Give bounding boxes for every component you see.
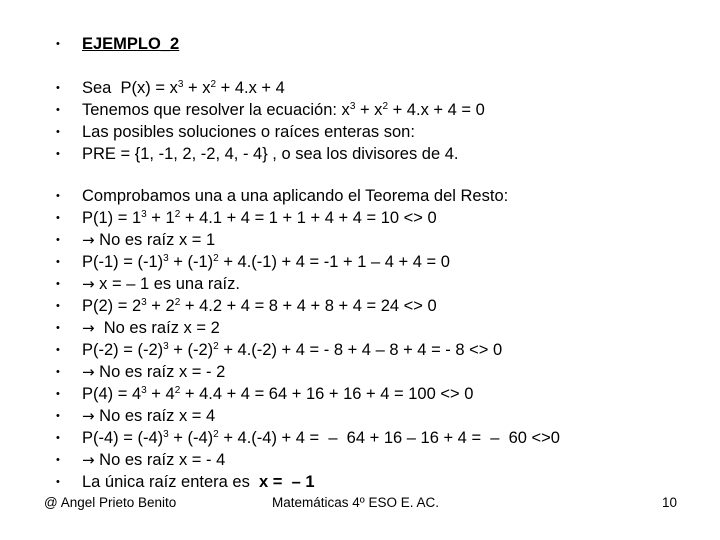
bullet: • — [56, 388, 60, 400]
conclusion-line — [82, 449, 225, 471]
bullet: • — [56, 126, 60, 138]
conclusion-text: No es raíz x = - 2 — [99, 363, 226, 381]
bullet: • — [56, 256, 60, 268]
step-line — [0, 295, 720, 317]
evaluation-p2: $P(2) = 2^3 + 2^2 + 4.2 + 4 = 8 + 4 + 8 + 4 = 24 <> 0$ — [82, 297, 437, 315]
arrow-right-icon: → — [82, 407, 95, 425]
step-line — [0, 229, 720, 251]
step-line — [0, 273, 720, 295]
bullet: • — [56, 38, 60, 50]
bullet: • — [56, 432, 60, 444]
evaluation-pm4: $P(-4) = (-4)^3 + (-4)^2 + 4.(-4) + 4$ = – 64 + 16 – 16 + 4 = – 60 <>0 — [82, 429, 560, 447]
bullet: • — [56, 212, 60, 224]
arrow-right-icon: → — [82, 451, 95, 469]
conclusion-line — [82, 405, 215, 427]
bullet: • — [56, 278, 60, 290]
conclusion-text: No es raíz x = 2 — [103, 319, 220, 337]
title-line — [0, 33, 720, 55]
bullet: • — [56, 82, 60, 94]
step-line — [0, 339, 720, 361]
footer-course: Matemáticas 4º ESO E. AC. — [272, 495, 439, 510]
final-answer: La única raíz entera es x = – 1 — [82, 473, 315, 491]
bullet: • — [56, 454, 60, 466]
bullet: • — [56, 344, 60, 356]
step-intro: Comprobamos una a una aplicando el Teorema del Resto: — [82, 187, 509, 205]
intro-line — [0, 121, 720, 143]
evaluation-p4: $P(4) = 4^3 + 4^2 + 4.4 + 4 = 64 + 16 + 16 + 4 = 100 <> 0$ — [82, 385, 474, 403]
conclusion-line — [82, 273, 240, 295]
step-line — [0, 471, 720, 493]
polynomial-definition: Sea $P(x) = x^3 + x^2 + 4.x + 4$ — [82, 79, 285, 97]
conclusion-line — [82, 229, 215, 251]
step-line — [0, 185, 720, 207]
conclusion-text: No es raíz x = - 4 — [99, 451, 226, 469]
step-line — [0, 251, 720, 273]
bullet: • — [56, 190, 60, 202]
step-line — [0, 383, 720, 405]
arrow-right-icon: → — [82, 275, 95, 293]
candidate-set: PRE = {1, -1, 2, -2, 4, - 4} , o sea los divisores de 4. — [82, 145, 459, 163]
equation-statement: Tenemos que resolver la ecuación: $x^3 + x^2 + 4.x + 4 = 0$ — [82, 101, 485, 119]
arrow-right-icon: → — [82, 363, 95, 381]
arrow-right-icon: → — [82, 319, 95, 337]
bullet: • — [56, 366, 60, 378]
conclusion-text: No es raíz x = 4 — [99, 407, 216, 425]
step-line — [0, 317, 720, 339]
evaluation-pm1: $P(-1) = (-1)^3 + (-1)^2 + 4.(-1) + 4 = -1 + 1 - 4 + 4 = 0$ — [82, 253, 450, 271]
page-number: 10 — [662, 495, 678, 510]
bullet: • — [56, 300, 60, 312]
step-line — [0, 361, 720, 383]
conclusion-line — [82, 361, 225, 383]
step-line — [0, 207, 720, 229]
step-line — [0, 449, 720, 471]
footer-author: @ Angel Prieto Benito — [44, 495, 177, 510]
slide-title: EJEMPLO_2 — [82, 35, 180, 53]
bullet: • — [56, 234, 60, 246]
step-line — [0, 427, 720, 449]
intro-line — [0, 77, 720, 99]
evaluation-pm2: $P(-2) = (-2)^3 + (-2)^2 + 4.(-2) + 4$ = - 8 + 4 – 8 + 4 = - 8 <> 0 — [82, 341, 503, 359]
bullet: • — [56, 148, 60, 160]
intro-line — [0, 99, 720, 121]
bullet: • — [56, 104, 60, 116]
conclusion-text: No es raíz x = 1 — [99, 231, 216, 249]
evaluation-p1: $P(1) = 1^3 + 1^2 + 4.1 + 4 = 1 + 1 + 4 + 4 = 10 <> 0$ — [82, 209, 437, 227]
arrow-right-icon: → — [82, 231, 95, 249]
intro-line — [0, 143, 720, 165]
bullet: • — [56, 476, 60, 488]
bullet: • — [56, 410, 60, 422]
step-line — [0, 405, 720, 427]
bullet: • — [56, 322, 60, 334]
conclusion-text: x = – 1 es una raíz. — [99, 275, 240, 293]
possible-roots-text: Las posibles soluciones o raíces enteras son: — [82, 123, 415, 141]
conclusion-line — [82, 317, 220, 339]
